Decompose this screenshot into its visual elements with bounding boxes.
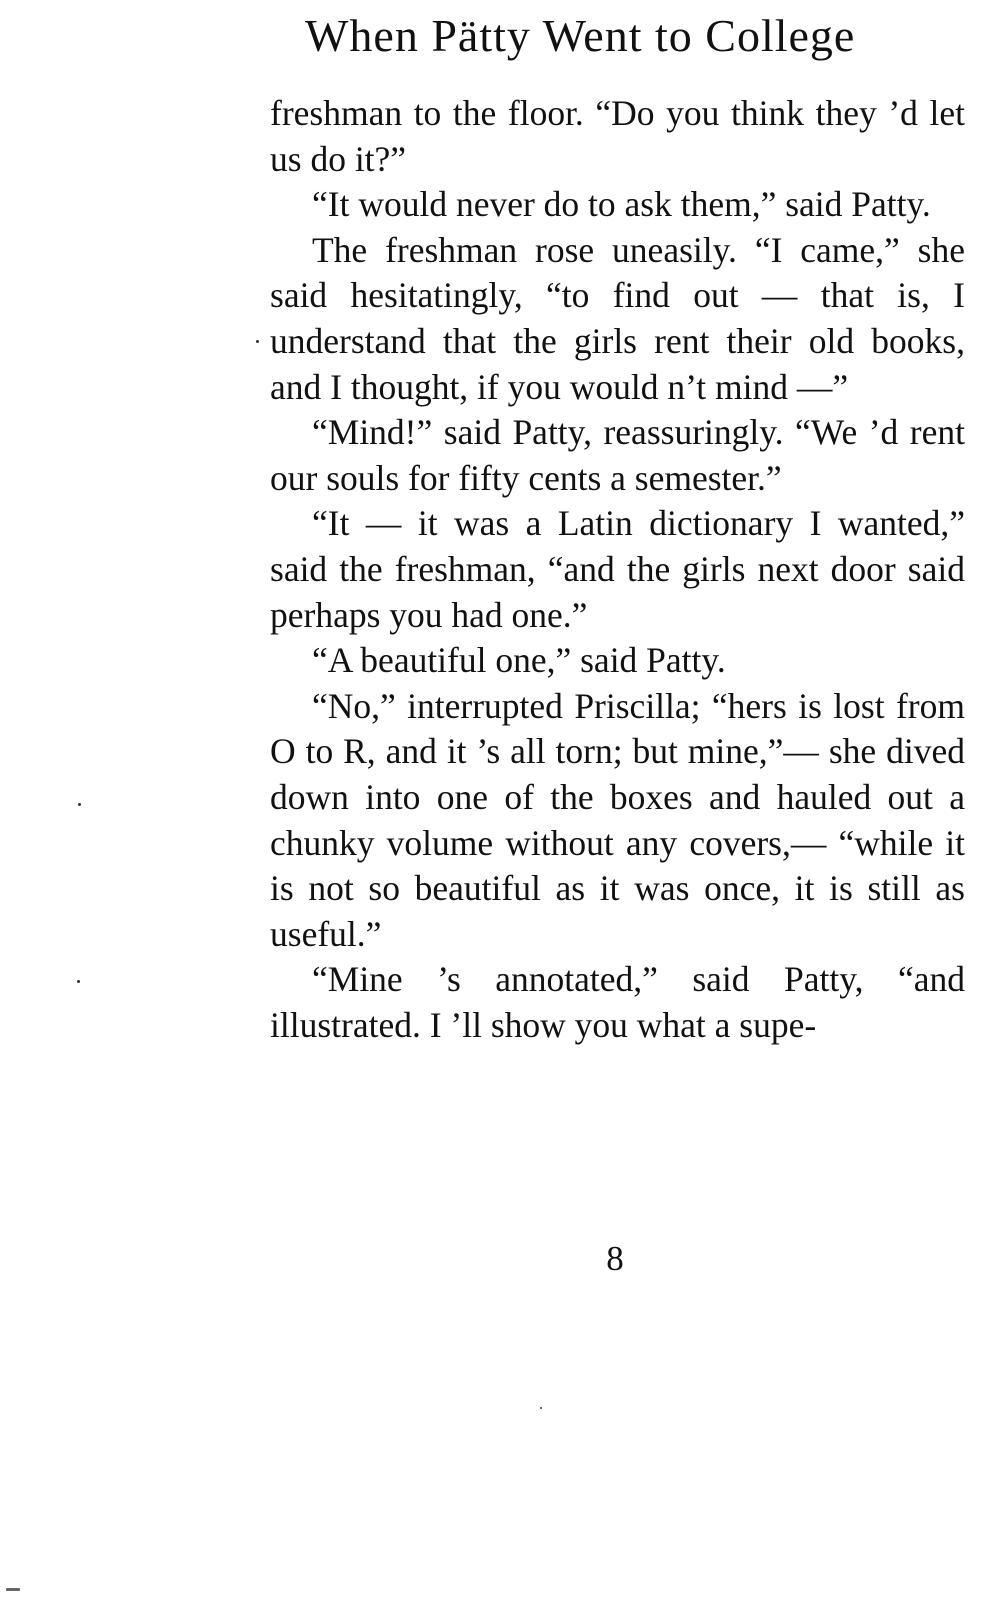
paragraph: “Mine ’s annotated,” said Patty, “and illustrated. I ’ll show you what a supe-: [270, 959, 965, 1045]
body-text: [270, 91, 965, 1048]
paragraph: “Mind!” said Patty, reassuringly. “We ’d rent our souls for fifty cents a semester.”: [270, 412, 965, 498]
scan-speck: [77, 980, 80, 983]
paragraph: freshman to the floor. “Do you think they ’d let us do it?”: [270, 93, 965, 179]
scan-speck: [6, 1588, 20, 1591]
paragraph: “It would never do to ask them,” said Patty.: [312, 184, 931, 225]
scan-speck: [256, 340, 259, 343]
page-number: 8: [606, 1239, 624, 1278]
paragraph: “No,” interrupted Priscilla; “hers is lost from O to R, and it ’s all torn; but mine,”— she dived down into one of the boxes and hauled out a chunky volume without any covers,— “while it is not so beautiful as it was once, it is still as useful.”: [270, 685, 965, 954]
paragraph: “It — it was a Latin dictionary I wanted,” said the freshman, “and the girls next door said perhaps you had one.”: [270, 503, 965, 635]
paragraph: The freshman rose uneasily. “I came,” she said hesitatingly, “to find out — that is, I understand that the girls rent their old books, and I thought, if you would n’t mind —”: [270, 229, 965, 407]
paragraph: “A beautiful one,” said Patty.: [312, 640, 726, 681]
scan-speck: [78, 803, 81, 806]
running-title: When Pätty Went to College: [305, 10, 856, 61]
scan-speck: [540, 1407, 542, 1409]
